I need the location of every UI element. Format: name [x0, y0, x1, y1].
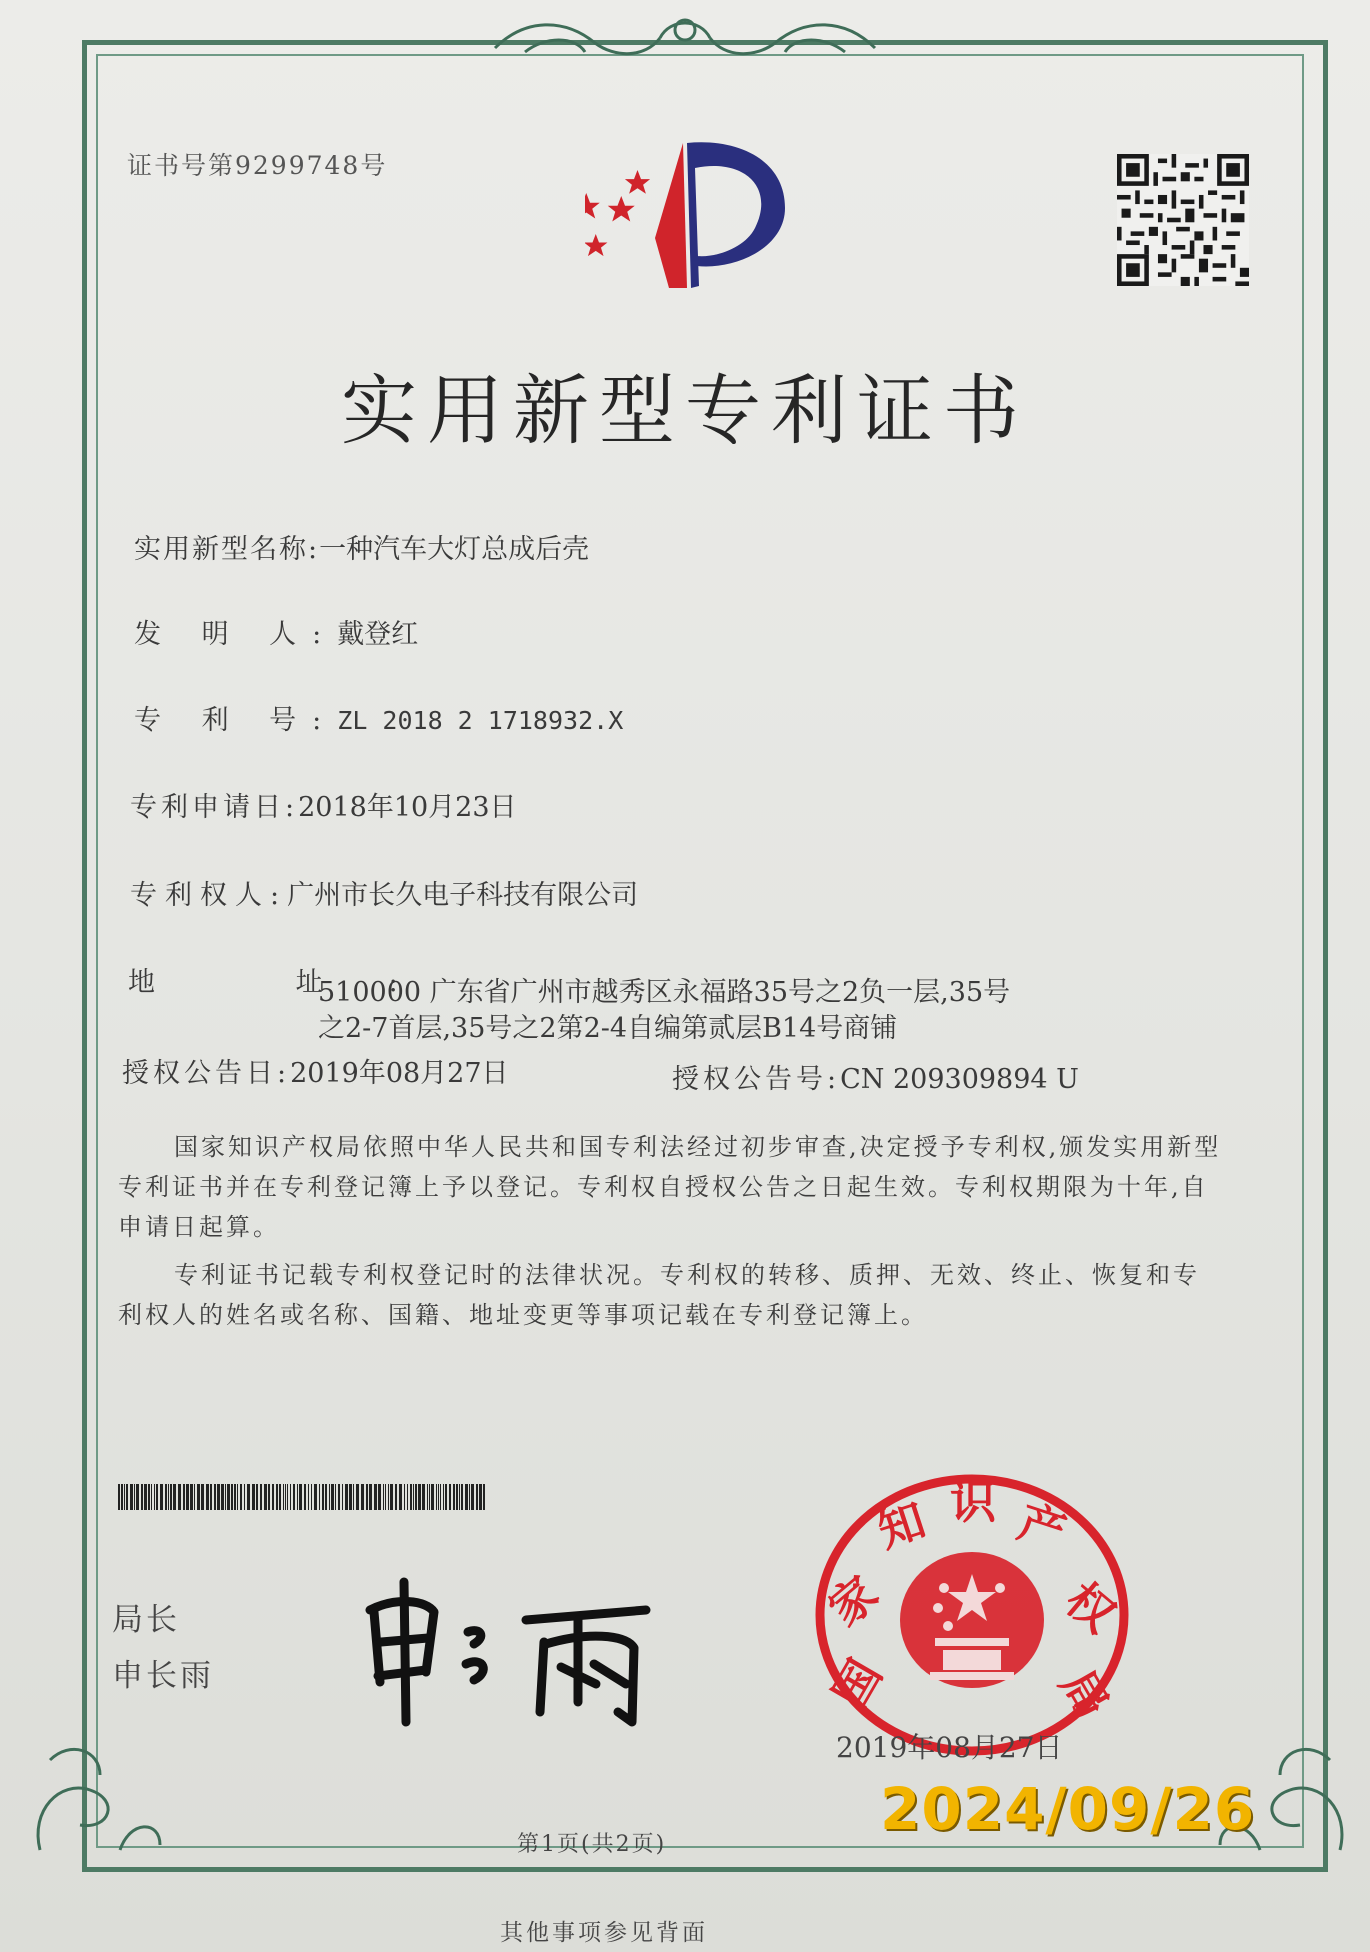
field-filing-date-row: [130, 785, 517, 824]
field-inventor-row: [134, 612, 418, 651]
field-patentee-value: 广州市长久电子科技有限公司: [287, 880, 639, 911]
svg-text:局: 局: [1049, 1660, 1120, 1728]
official-seal-icon: [810, 1470, 1134, 1760]
qr-code-icon: [1113, 154, 1253, 286]
svg-text:权: 权: [1055, 1571, 1126, 1643]
cnipa-logo-icon: [585, 138, 805, 298]
field-name-row: [134, 527, 589, 566]
body-paragraph-1: 国家知识产权局依照中华人民共和国专利法经过初步审查,决定授予专利权,颁发实用新型专利证书并在专利登记簿上予以登记。专利权自授权公告之日起生效。专利权期限为十年,自申请日起算。: [118, 1133, 1222, 1241]
field-grant-no-value: CN 209309894 U: [840, 1064, 1079, 1095]
certificate-title: 实用新型专利证书: [341, 366, 1029, 455]
field-patentee-label: 专利权人:: [130, 880, 288, 911]
svg-text:国: 国: [822, 1650, 893, 1718]
field-patent-no-row: [134, 698, 623, 737]
field-name-label: 实用新型名称:: [134, 534, 320, 565]
certificate-number: 证书号第9299748号: [127, 151, 388, 180]
top-ornament-icon: [485, 8, 885, 70]
handwritten-signature: [356, 1572, 666, 1732]
field-grant-date-label: 授权公告日:: [122, 1058, 291, 1089]
field-patent-no-value: ZL 2018 2 1718932.X: [337, 706, 624, 735]
field-patentee-row: [130, 873, 638, 912]
svg-text:产: 产: [1011, 1494, 1073, 1560]
field-name-value: 一种汽车大灯总成后壳: [319, 534, 590, 565]
director-title: 局长: [112, 1602, 180, 1638]
svg-text:家: 家: [818, 1565, 889, 1637]
svg-text:识: 识: [950, 1475, 996, 1529]
seal-date: 2019年08月27日: [836, 1731, 1063, 1764]
field-filing-date-label: 专利申请日:: [130, 792, 299, 823]
footer-note: 其他事项参见背面: [500, 1920, 708, 1946]
page-number: 第1页(共2页): [517, 1832, 667, 1857]
field-address-line1: 510000 广东省广州市越秀区永福路35号之2负一层,35号: [318, 977, 1011, 1008]
field-inventor-value: 戴登红: [337, 619, 419, 650]
field-grant-no-label: 授权公告号:: [672, 1064, 841, 1095]
field-grant-date-value: 2019年08月27日: [290, 1058, 509, 1089]
body-paragraph-2: 专利证书记载专利权登记时的法律状况。专利权的转移、质押、无效、终止、恢复和专利权人的姓名或名称、国籍、地址变更等事项记载在专利登记簿上。: [118, 1261, 1200, 1329]
field-grant-no-row: [672, 1057, 1079, 1096]
field-patent-no-label: 专 利 号:: [134, 705, 338, 736]
field-address-line2: 之2-7首层,35号之2第2-4自编第贰层B14号商铺: [318, 1013, 898, 1044]
field-inventor-label: 发 明 人:: [134, 619, 338, 650]
barcode-icon: [118, 1484, 486, 1510]
field-address-label: 地 址:: [128, 967, 464, 998]
field-grant-date-row: [122, 1051, 509, 1090]
scan-date-stamp: 2024/09/26: [880, 1775, 1256, 1843]
field-filing-date-value: 2018年10月23日: [298, 792, 517, 823]
svg-text:知: 知: [871, 1492, 932, 1559]
bottom-left-ornament-icon: [20, 1700, 170, 1860]
director-name: 申长雨: [112, 1658, 214, 1694]
